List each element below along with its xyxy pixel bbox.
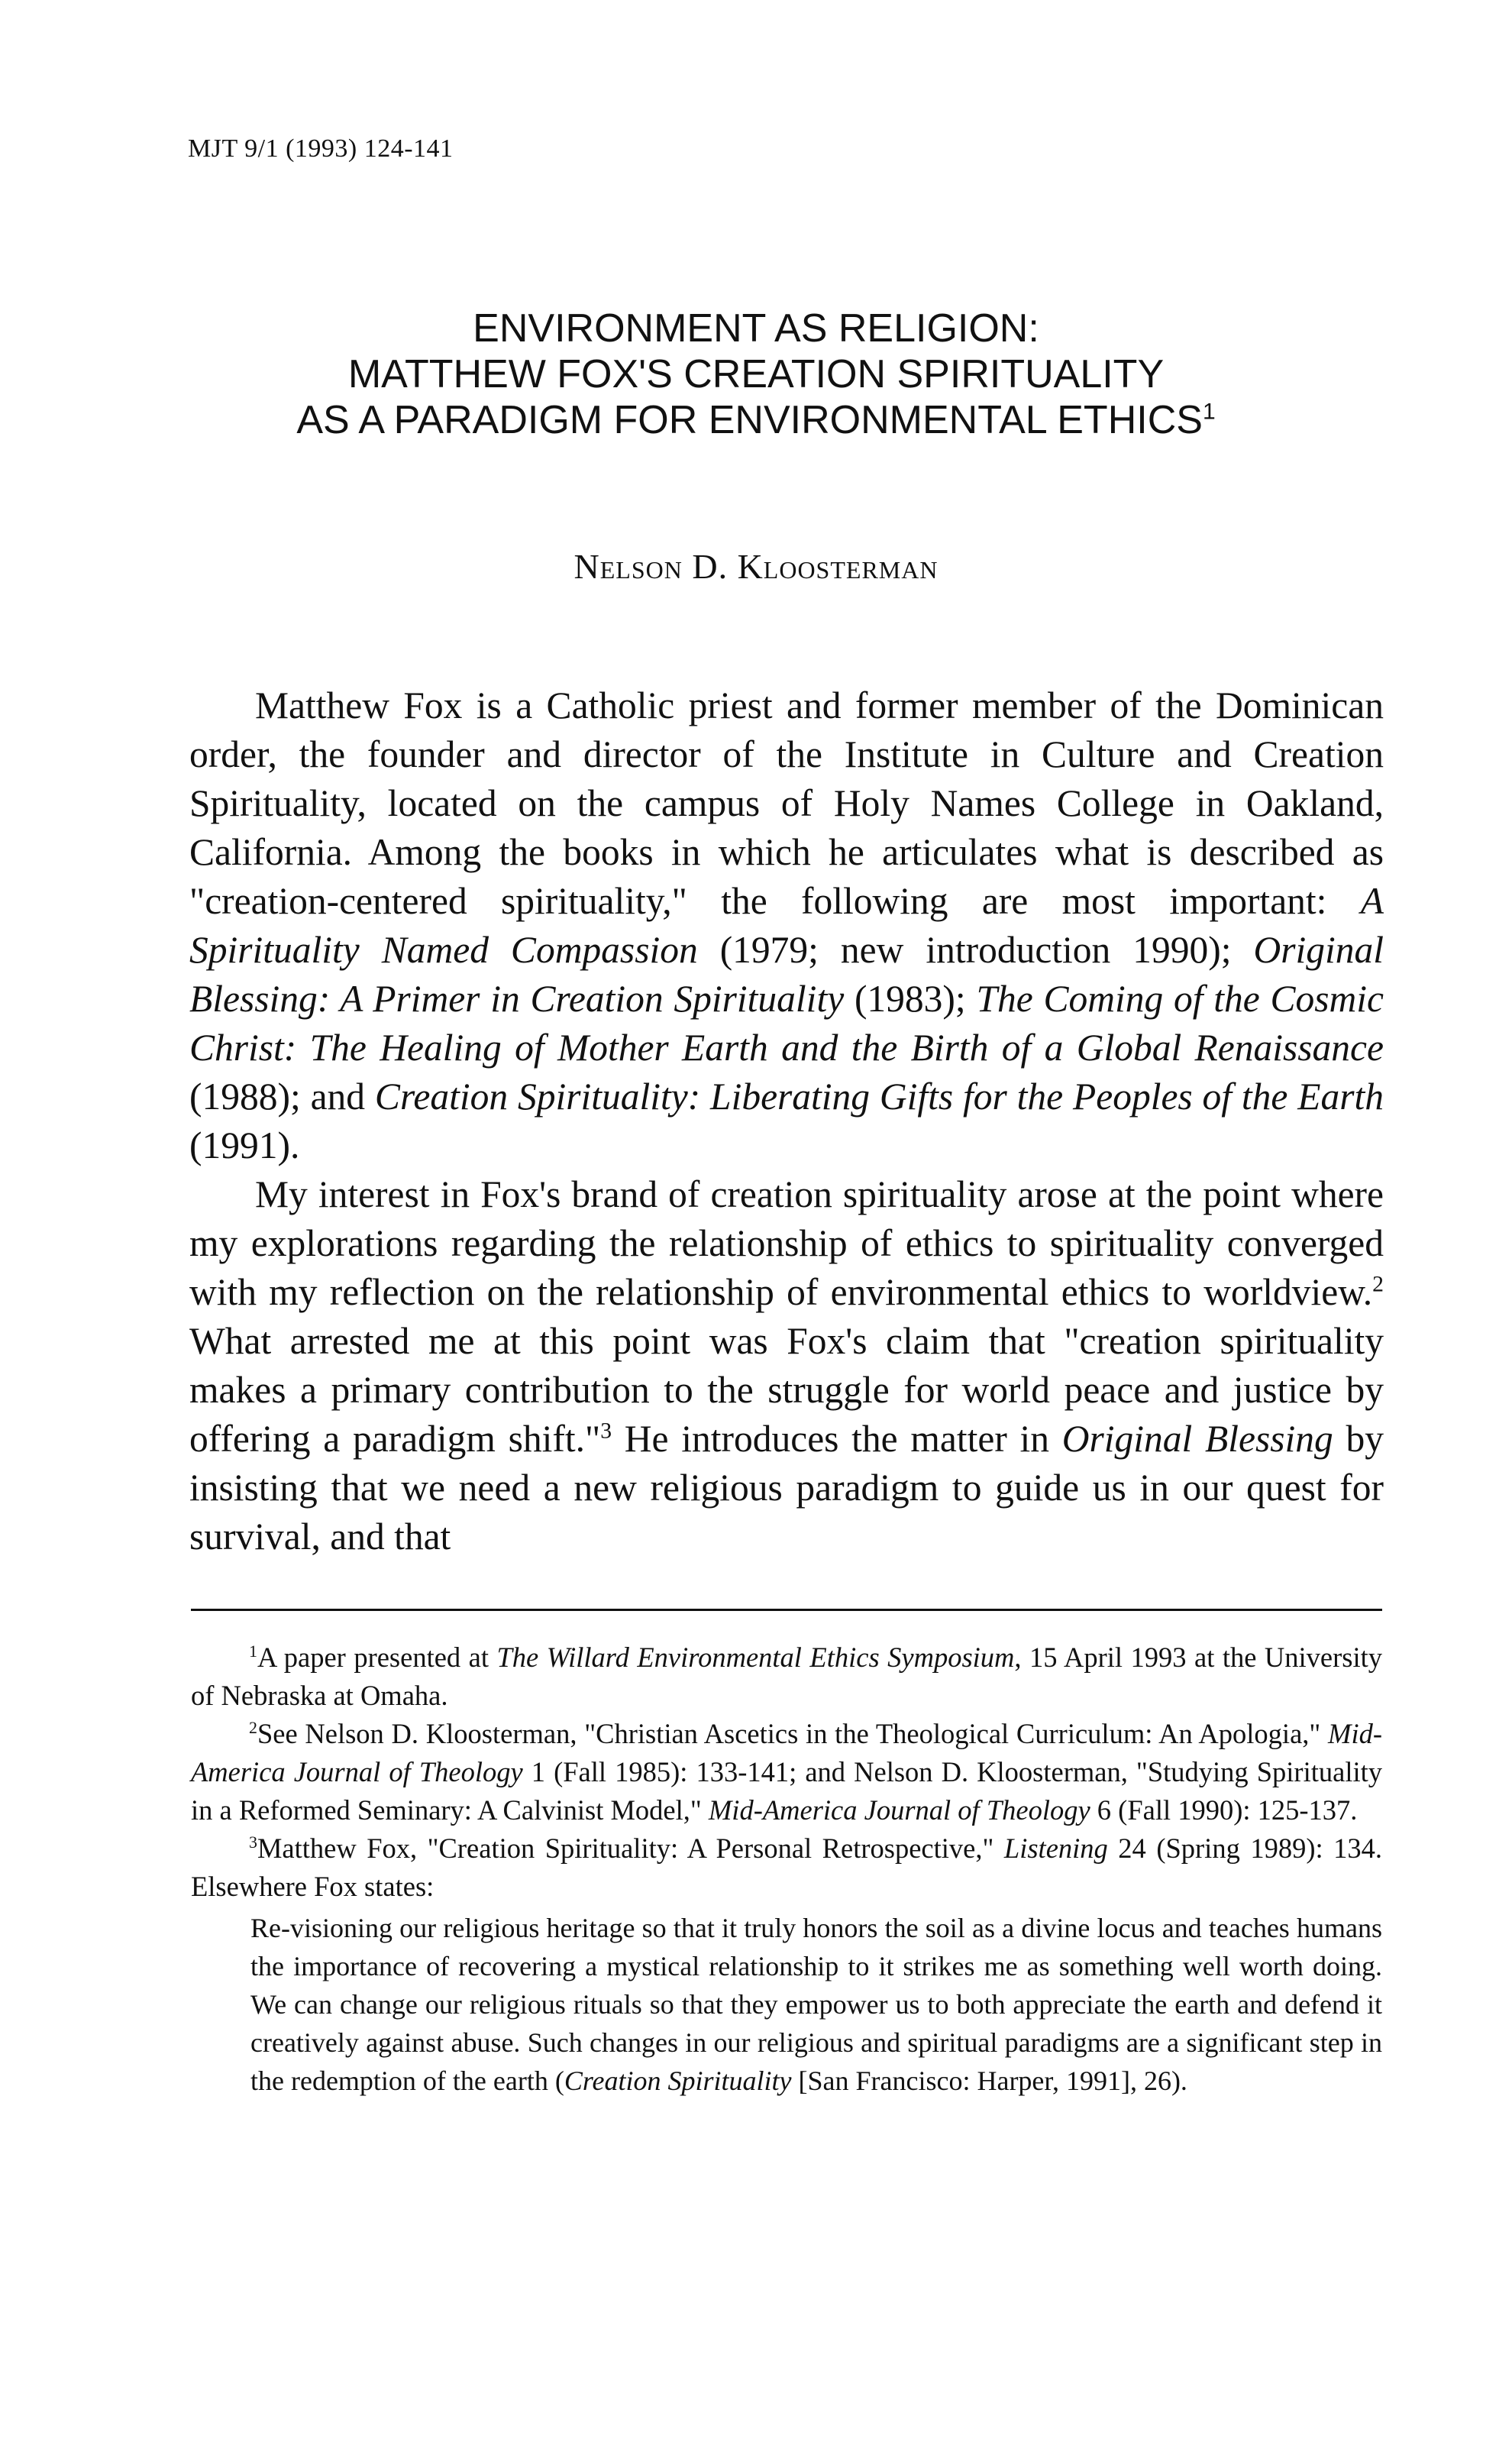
block-quote	[250, 1909, 1382, 2100]
journal-citation-header: MJT 9/1 (1993) 124-141	[188, 134, 454, 163]
fn1-text-2: , 15 April 1993 at the University of Nebraska at Omaha.	[191, 1642, 1382, 1711]
p2-text-3: He introduces the matter in	[612, 1418, 1062, 1460]
paragraph-1	[189, 681, 1384, 1170]
title-line-1: ENVIRONMENT AS RELIGION:	[473, 306, 1039, 351]
journal-title: Mid-America Journal of Theology	[708, 1794, 1090, 1826]
footnote-divider	[191, 1609, 1382, 1611]
p1-text-4: (1988); and	[189, 1076, 375, 1118]
title-line-3-text: AS A PARADIGM FOR ENVIRONMENTAL ETHICS	[296, 398, 1203, 442]
book-title: Creation Spirituality	[564, 2065, 792, 2096]
article-title	[153, 306, 1359, 443]
p2-text-1: My interest in Fox's brand of creation spirituality arose at the point where my explorations regarding the relationship of ethics to spirituality converged with my reflection on the relationship of environmental ethics to worldview.	[189, 1173, 1384, 1313]
book-title: Creation Spirituality: Liberating Gifts for the Peoples of the Earth	[374, 1076, 1384, 1118]
fn2-text-3: 6 (Fall 1990): 125-137.	[1090, 1794, 1358, 1826]
fn3-text-1: Matthew Fox, "Creation Spirituality: A Personal Retrospective,"	[257, 1833, 1004, 1864]
fn2-text-2: 1 (Fall 1985): 133-141; and Nelson D. Kloosterman, "Studying Spirituality in a Reformed Seminary: A Calvinist Model,"	[191, 1756, 1382, 1826]
footnote-2	[191, 1715, 1382, 1829]
quote-text-2: [San Francisco: Harper, 1991], 26).	[791, 2065, 1187, 2096]
title-line-3	[153, 397, 1359, 443]
title-line-2: MATTHEW FOX'S CREATION SPIRITUALITY	[347, 352, 1165, 396]
footnote-2-mark: 2	[249, 1717, 257, 1737]
footnote-3-mark: 3	[249, 1832, 257, 1852]
p1-text-1: Matthew Fox is a Catholic priest and former member of the Dominican order, the founder and director of the Institute in Culture and Creation Spirituality, located on the campus of Holy Names College in Oakland, California. Among the books in which he articulates what is described as "creation-centered spirituality," the following are most important:	[189, 684, 1384, 922]
p1-text-3: (1983);	[844, 978, 977, 1020]
book-title: The Coming of the Cosmic Christ: The Healing of Mother Earth and the Birth of a Global Renaissance	[189, 978, 1384, 1069]
p2-text-4: by insisting that we need a new religious paradigm to guide us in our quest for survival, and that	[189, 1418, 1384, 1558]
p1-text-2: (1979; new introduction 1990);	[697, 929, 1254, 971]
footnote-1	[191, 1638, 1382, 1715]
footnote-ref-2: 2	[1372, 1272, 1384, 1297]
book-title: Original Blessing	[1061, 1418, 1333, 1460]
title-footnote-marker: 1	[1202, 399, 1216, 425]
article-body	[189, 681, 1384, 1561]
p1-text-5: (1991).	[189, 1124, 300, 1166]
footnote-ref-3: 3	[600, 1418, 612, 1444]
footnote-3	[191, 1829, 1382, 1906]
book-title: Original Blessing: A Primer in Creation Spirituality	[189, 929, 1384, 1020]
fn2-text-1: See Nelson D. Kloosterman, "Christian Ascetics in the Theological Curriculum: An Apologia,"	[257, 1718, 1329, 1749]
fn3-text-2: 24 (Spring 1989): 134. Elsewhere Fox states:	[191, 1833, 1383, 1902]
author-name: Nelson D. Kloosterman	[573, 547, 939, 586]
p2-text-2: What arrested me at this point was Fox's claim that "creation spirituality makes a primary contribution to the struggle for world peace and justice by offering a paradigm shift."	[189, 1320, 1384, 1460]
fn1-text-1: A paper presented at	[257, 1642, 497, 1673]
footnote-1-mark: 1	[249, 1641, 257, 1661]
quote-text-1: Re-visioning our religious heritage so that it truly honors the soil as a divine locus and teaches humans the importance of recovering a mystical relationship to it strikes me as something well worth doing. We can change our religious rituals so that they empower us to both appreciate the earth and defend it creatively against abuse. Such changes in our religious and spiritual paradigms are a significant step in the redemption of the earth (	[250, 1913, 1382, 2096]
journal-title: Mid-America Journal of Theology	[191, 1718, 1382, 1787]
symposium-title: The Willard Environmental Ethics Symposium	[496, 1642, 1015, 1673]
paragraph-2	[189, 1170, 1384, 1561]
journal-title: Listening	[1003, 1833, 1108, 1864]
book-title: A Spirituality Named Compassion	[189, 880, 1384, 971]
footnotes	[191, 1638, 1382, 2100]
